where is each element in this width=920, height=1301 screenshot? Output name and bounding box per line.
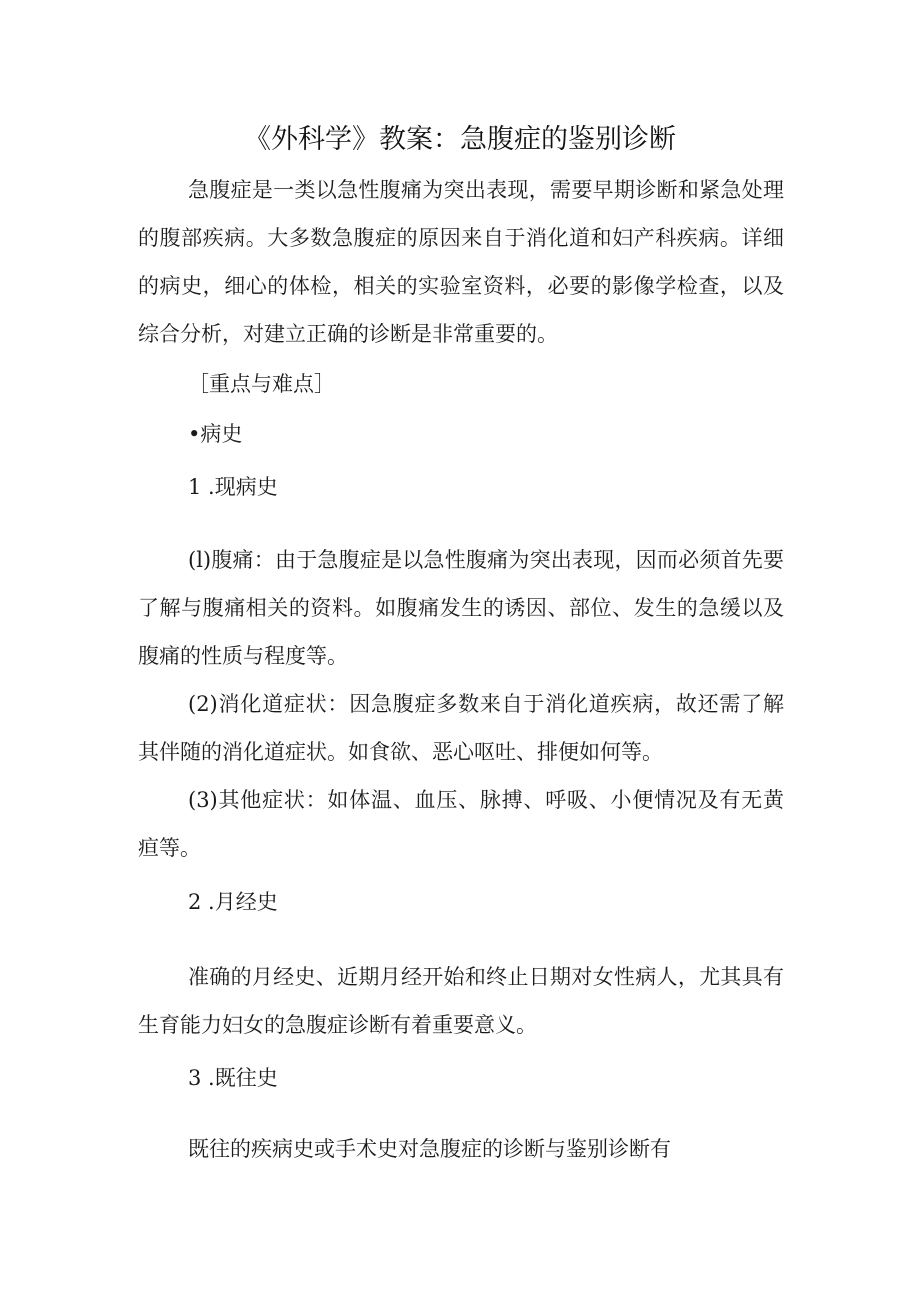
item2-paragraph: (2)消化道症状：因急腹症多数来自于消化道疾病，故还需了解其伴随的消化道症状。如食欲、恶心呕吐、排便如何等。 <box>138 692 784 764</box>
section1-heading: 1 .现病史 <box>188 475 278 499</box>
section3-heading: 3 .既往史 <box>188 1066 278 1090</box>
section2-paragraph: 准确的月经史、近期月经开始和终止日期对女性病人，尤其具有生育能力妇女的急腹症诊断有着重要意义。 <box>138 965 784 1037</box>
section3-paragraph: 既往的疾病史或手术史对急腹症的诊断与鉴别诊断有 <box>188 1137 671 1161</box>
document-title: 《外科学》教案：急腹症的鉴别诊断 <box>244 124 676 155</box>
intro-paragraph: 急腹症是一类以急性腹痛为突出表现，需要早期诊断和紧急处理的腹部疾病。大多数急腹症的原因来自于消化道和妇产科疾病。详细的病史，细心的体检，相关的实验室资料，必要的影像学检查，以及综合分析，对建立正确的诊断是非常重要的。 <box>138 178 784 346</box>
section2-heading: 2 .月经史 <box>188 890 278 914</box>
item1-paragraph: (l)腹痛：由于急腹症是以急性腹痛为突出表现，因而必须首先要了解与腹痛相关的资料。如腹痛发生的诱因、部位、发生的急缓以及腹痛的性质与程度等。 <box>138 548 784 668</box>
item3-paragraph: (3)其他症状：如体温、血压、脉搏、呼吸、小便情况及有无黄疸等。 <box>138 788 784 860</box>
key-points-heading: ［重点与难点］ <box>188 372 335 396</box>
bullet-history: •病史 <box>188 422 243 446</box>
